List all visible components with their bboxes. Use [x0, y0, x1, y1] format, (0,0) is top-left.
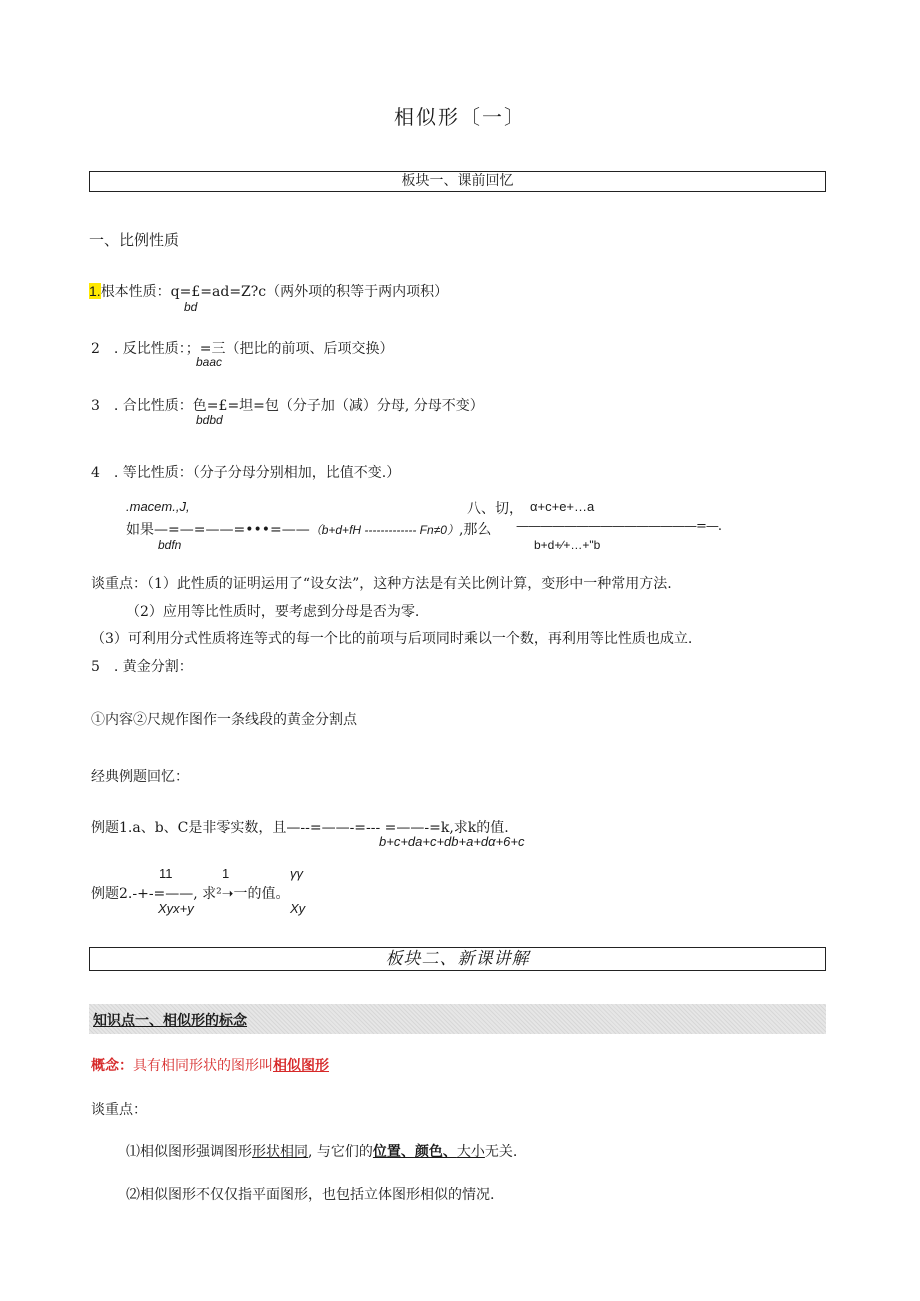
section1-heading: 一、比例性质	[89, 231, 180, 249]
example2-sub-b: Xy	[290, 901, 306, 916]
point1-shape-same: 形状相同	[252, 1144, 308, 1160]
equation-main-d: ———————————————=—.	[516, 519, 722, 534]
equation-top-right-a: 八、切，	[467, 501, 523, 517]
note1-text: （1）此性质的证明运用了“设女法”，这种方法是有关比例计算，变形中一种常用方法.	[147, 576, 672, 592]
example1-text: 例题1.a、b、C是非零实数，且—--=——-=--- =——-=k,求k的值.	[91, 820, 509, 836]
item1-number: 1.	[89, 283, 101, 299]
example2-text: 例题2.-+-=——, 求²➝一的值。	[91, 886, 290, 902]
point1-b: , 与它们的	[308, 1144, 373, 1160]
knowledge-point-title: 知识点一、相似形的标念	[93, 1013, 247, 1029]
item4-text: 4 . 等比性质：（分子分母分别相加，比值不变.）	[91, 465, 401, 481]
concept-label: 概念：	[91, 1058, 133, 1074]
equation-top-left: .macem.,J,	[126, 499, 190, 514]
item2-text: 2 . 反比性质：；=三（把比的前项、后项交换）	[91, 341, 394, 357]
item1-subscript: bd	[184, 300, 198, 314]
concept-line	[91, 1055, 329, 1075]
note3: （3）可利用分式性质将连等式的每一个比的前项与后项同时乘以一个数，再利用等比性质也成立.	[91, 631, 693, 647]
point1-c: 无关.	[484, 1144, 518, 1160]
item5-text: 5 . 黄金分割：	[91, 659, 193, 675]
item1-line	[89, 281, 448, 301]
point1-line	[126, 1141, 517, 1161]
talk-label: 谈重点：	[91, 1102, 147, 1118]
equation-top-right-b: α+c+e+…a	[530, 499, 595, 514]
point1-position-color: 位置、颜色、	[372, 1144, 457, 1160]
block1-header	[89, 171, 826, 192]
equation-main-b: （b+d+fH ------------- Fn≠0）	[309, 523, 459, 537]
page-title: 相似形〔一〕	[394, 105, 526, 129]
example2-top-c: γγ	[290, 866, 303, 881]
block1-title: 板块一、课前回忆	[401, 173, 514, 189]
block2-title: 板块二、新课讲解	[385, 949, 530, 969]
concept-term: 相似图形	[273, 1058, 329, 1074]
equation-main-c: ,那么	[458, 522, 492, 538]
example1-subscript: b+c+da+c+db+a+dα+6+c	[379, 834, 525, 849]
equation-sub-left: bdfn	[158, 538, 182, 552]
equation-main-a: 如果—=—=——=•••=——	[126, 522, 310, 538]
point1-size: 大小	[456, 1144, 485, 1160]
block2-header	[89, 947, 826, 971]
item3-text: 3 . 合比性质：色=£=坦=包（分子加（减）分母, 分母不变）	[91, 398, 484, 414]
item3-subscript: bdbd	[196, 413, 223, 427]
note-label: 谈重点：	[91, 576, 147, 592]
example2-top-a: 11	[159, 866, 173, 881]
item2-subscript: baac	[196, 355, 223, 369]
note2: （2）应用等比性质时，要考虑到分母是否为零.	[126, 604, 420, 620]
equation-sub-right: b+d+∕+…+"b	[534, 538, 601, 552]
example2-sub-a: Xyx+y	[158, 901, 194, 916]
item1-text: 根本性质：q=£=ad=Z?c（两外项的积等于两内项积）	[100, 284, 449, 300]
example2-top-b: 1	[222, 866, 230, 881]
point1-a: ⑴相似图形强调图形	[126, 1144, 252, 1160]
note1	[91, 573, 672, 593]
item5-detail: ①内容②尺规作图作一条线段的黄金分割点	[91, 712, 357, 728]
equation-main	[126, 519, 491, 539]
concept-text: 具有相同形状的图形叫	[133, 1058, 273, 1074]
examples-heading: 经典例题回忆：	[91, 769, 189, 785]
knowledge-point-band	[89, 1004, 826, 1034]
point2-line: ⑵相似图形不仅仅指平面图形，也包括立体图形相似的情况.	[126, 1187, 495, 1203]
